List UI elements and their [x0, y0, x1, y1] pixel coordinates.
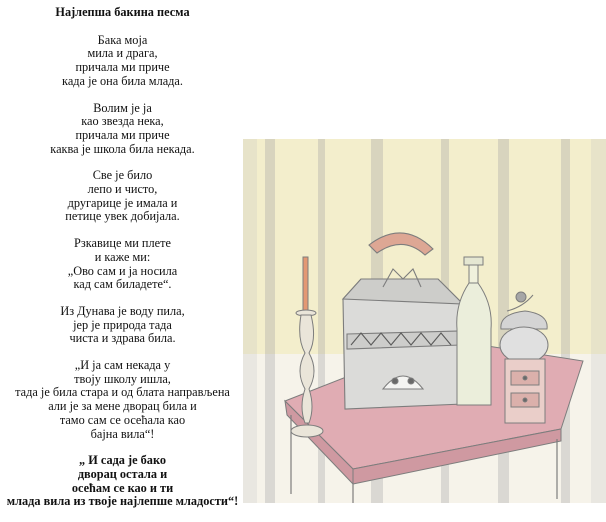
poem-title: Најлепша бакина песма: [55, 5, 190, 19]
poem-stanza: [0, 102, 245, 157]
poem-line: другарице је имала и: [67, 195, 178, 210]
poem-line: Рзкавице ми плете: [74, 236, 171, 251]
poem-line: млада вила из твоје најлепше младости“!: [6, 494, 239, 509]
poem-stanza: [0, 237, 245, 292]
poem-stanza: [0, 359, 245, 441]
poem-line: причала ми приче: [75, 60, 170, 75]
poem-line: као звезда нека,: [81, 114, 164, 129]
poem-line: јер је природа тада: [73, 317, 172, 332]
poem-line: твоју школу ишла,: [74, 371, 171, 386]
poem-line: „Ово сам и ја носила: [67, 263, 178, 278]
poem-line: Бака моја: [97, 32, 148, 47]
poem-stanza: [0, 305, 245, 346]
poem-line: када је она била млада.: [62, 73, 183, 88]
poem-line: чиста и здрава била.: [69, 331, 176, 346]
poem-line: али је за мене дворац била и: [48, 399, 197, 414]
poem-line: дворац остала и: [77, 466, 168, 481]
poem-line: осећам се као и ти: [71, 480, 174, 495]
poem-line: и каже ми:: [94, 249, 151, 264]
poem-line: „ И сада је бако: [78, 453, 167, 468]
poem-stanzas: [0, 34, 245, 509]
poem-line: петице увек добијала.: [65, 209, 180, 224]
poem-line: Све је било: [92, 168, 153, 183]
poem-stanza: [0, 169, 245, 224]
poem-line: тада је била стара и од блата направљена: [15, 385, 230, 400]
poem-line: тамо сам се осећала као: [59, 412, 186, 427]
poem-line: Из Дунава је воду пила,: [60, 303, 185, 318]
poem-stanza: [0, 34, 245, 89]
poem-text: [0, 6, 245, 522]
poem-line: „И ја сам некада у: [74, 358, 171, 373]
poem-line: кад сам биладете“.: [73, 277, 172, 292]
poem-line: причала ми приче: [75, 127, 170, 142]
poem-stanza: [0, 454, 245, 509]
poem-line: Волим је ја: [93, 100, 152, 115]
poem-line: мила и драга,: [87, 46, 158, 61]
poem-line: каква је школа била некада.: [50, 141, 195, 156]
poem-line: лепо и чисто,: [87, 182, 158, 197]
poem-line: бајна вила“!: [90, 426, 155, 441]
still-life-drawing: [243, 139, 606, 503]
